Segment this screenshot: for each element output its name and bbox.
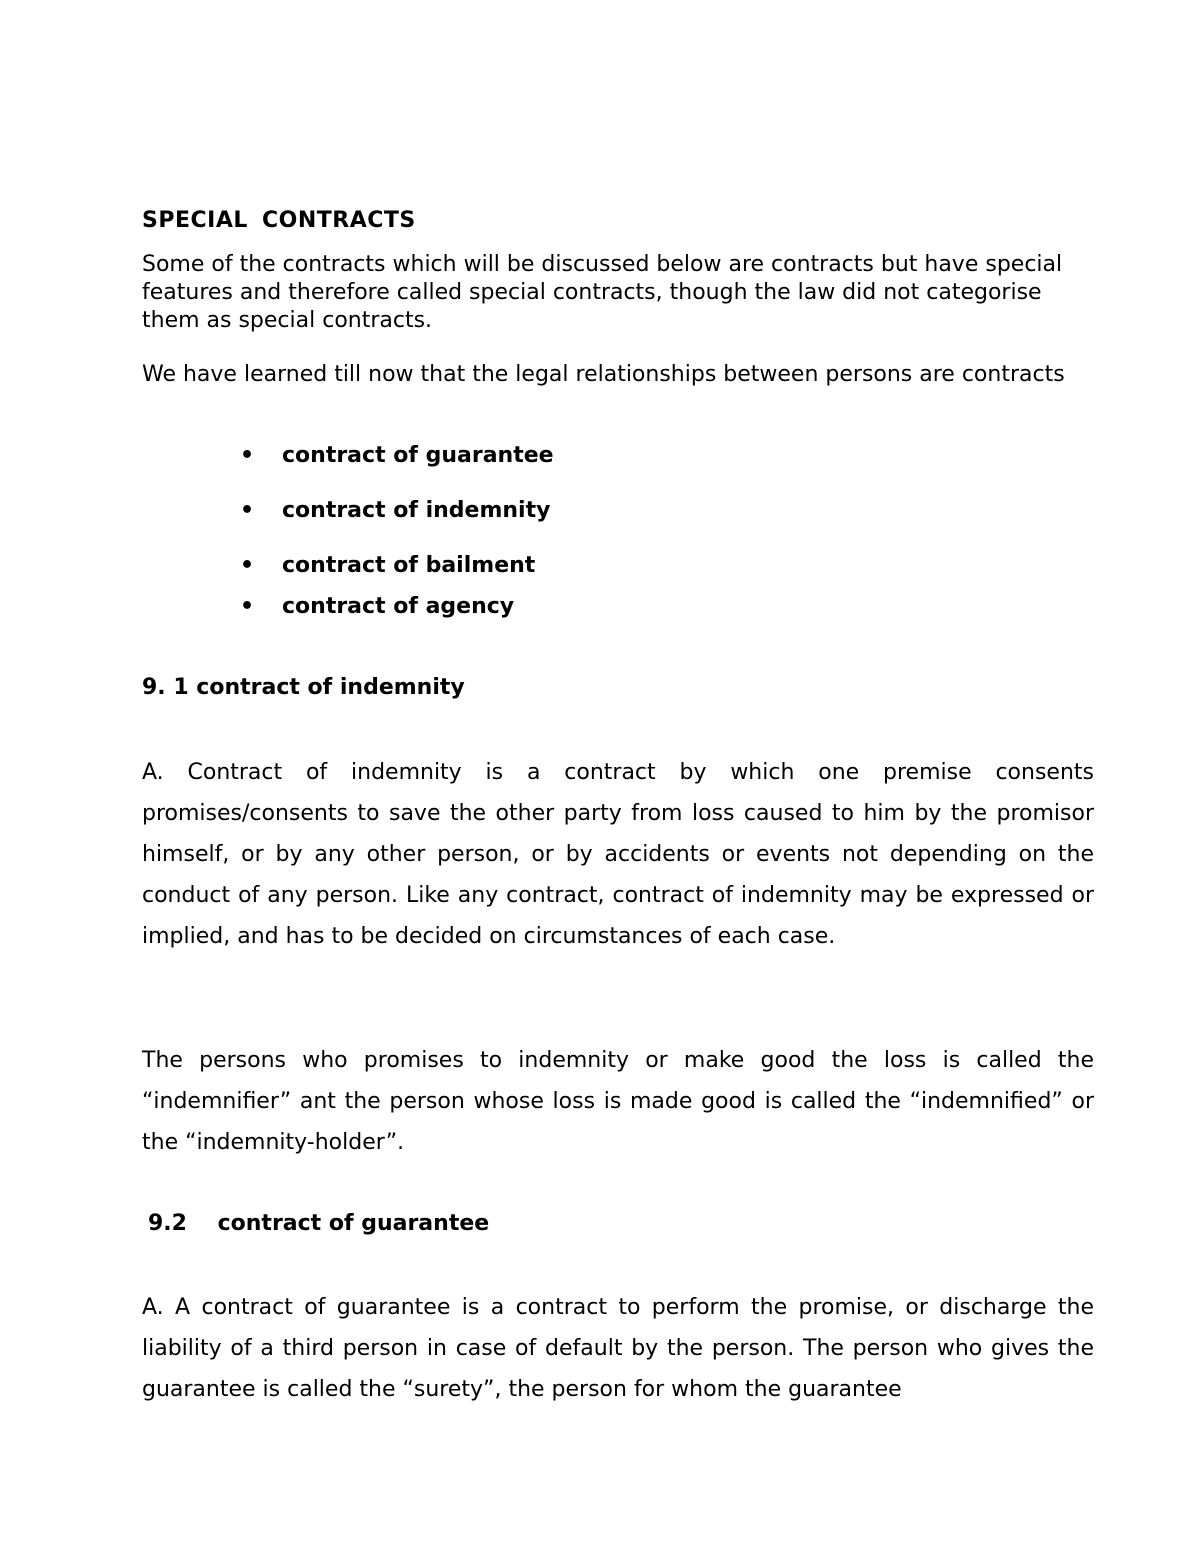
document-title: SPECIAL CONTRACTS (142, 208, 416, 233)
guarantee-paragraph-a: A. A contract of guarantee is a contract to perform the promise, or discharge the liability of a third person in case of default by the person. The person who gives the guarantee is called the “surety”, the person for whom the guarantee (142, 1295, 1094, 1402)
list-item-label: contract of guarantee (282, 443, 554, 468)
bullet-icon: • (240, 594, 255, 619)
learned-paragraph: We have learned till now that the legal relationships between persons are contracts (142, 362, 1065, 387)
section-heading-indemnity: 9. 1 contract of indemnity (142, 675, 465, 700)
bullet-icon: • (240, 553, 255, 578)
list-item-label: contract of agency (282, 594, 515, 619)
bullet-icon: • (240, 498, 255, 523)
list-item-label: contract of bailment (282, 553, 536, 578)
intro-paragraph: Some of the contracts which will be discussed below are contracts but have special features and therefore called special contracts, though the law did not categorise them as special contracts. (142, 252, 1063, 333)
section-heading-guarantee: 9.2 contract of guarantee (148, 1211, 490, 1236)
indemnity-paragraph-a: A. Contract of indemnity is a contract by which one premise consents promises/consents to save the other party from loss caused to him by the promisor himself, or by any other person, or by accidents or events not depending on the conduct of any person. Like any contract, contract of indemnity may be expressed or implied, and has to be decided on circumstances of each case. (142, 760, 1094, 949)
indemnity-paragraph-b: The persons who promises to indemnity or make good the loss is called the “indemnifier” ant the person whose loss is made good is called the “indemnified” or the “indemnity-holder”. (142, 1048, 1094, 1155)
list-item-label: contract of indemnity (282, 498, 551, 523)
bullet-icon: • (240, 443, 255, 468)
